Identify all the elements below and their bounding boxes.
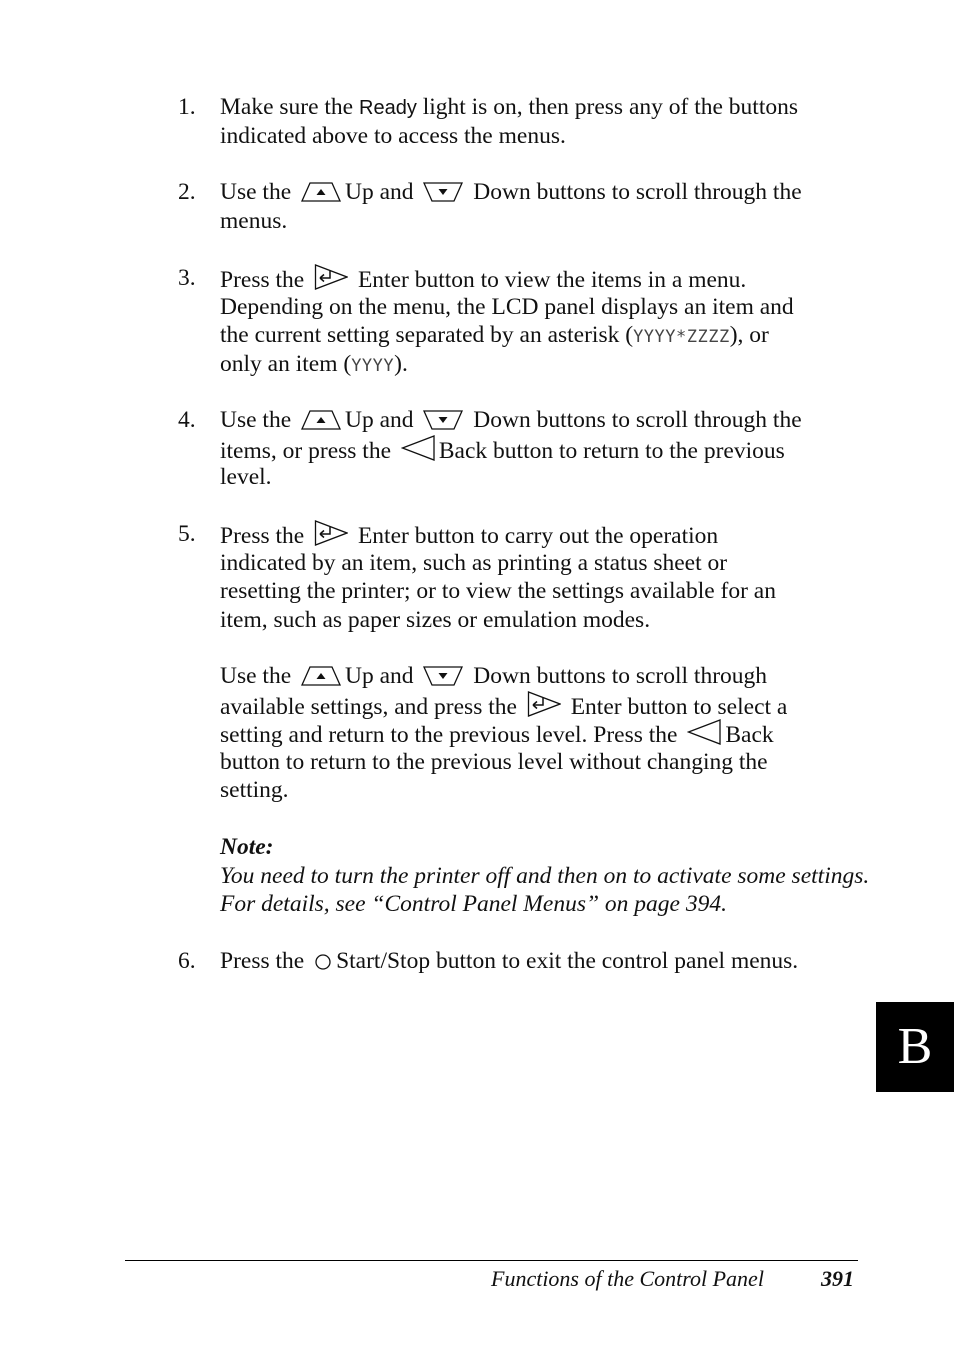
up-button-icon xyxy=(301,409,341,438)
text-run: Enter button to view the items in a menu. xyxy=(352,267,747,293)
text-line xyxy=(220,463,860,492)
text-run: Down buttons to scroll through the xyxy=(467,407,802,433)
text-line xyxy=(220,321,860,350)
up-button-icon xyxy=(301,665,341,694)
text-line xyxy=(220,350,860,379)
text-line xyxy=(220,691,860,720)
note-block xyxy=(220,833,870,919)
text-run: menus. xyxy=(220,207,288,234)
text-run: the current setting separated by an asterisk ( xyxy=(220,322,634,348)
text-run: resetting the printer; or to view the settings available for an xyxy=(220,578,776,604)
note-heading: Note: xyxy=(220,834,274,860)
text-run: setting. xyxy=(220,777,289,803)
text-run: indicated above to access the menus. xyxy=(220,122,566,149)
text-line xyxy=(220,662,860,691)
text-run: item, such as paper sizes or emulation modes. xyxy=(220,606,651,633)
up-button-icon xyxy=(301,181,341,210)
text-run: Enter button to select a xyxy=(564,693,788,720)
text-line xyxy=(220,748,860,777)
text-run: available settings, and press the xyxy=(220,693,523,720)
page-number: 391 xyxy=(821,1266,854,1291)
text-run: Up and xyxy=(345,407,420,433)
step-5-settings-paragraph xyxy=(220,662,860,805)
text-run: Down buttons to scroll through the xyxy=(467,179,802,205)
text-run: button to return to the previous level without changing the xyxy=(220,748,768,775)
down-button-icon xyxy=(423,665,463,694)
text-run: Use the xyxy=(220,179,298,205)
text-run: Up and xyxy=(345,663,420,689)
text-run: Make sure the xyxy=(220,94,359,120)
text-line xyxy=(220,549,860,578)
step-number: 4. xyxy=(178,407,196,433)
footer-rule xyxy=(125,1260,858,1261)
text-line xyxy=(220,264,860,293)
text-run: light is on, then press any of the buttons xyxy=(416,94,798,120)
text-run: Start/Stop button to exit the control panel menus. xyxy=(336,948,799,974)
text-run: indicated by an item, such as printing a status sheet or xyxy=(220,549,728,576)
text-run: Back xyxy=(725,722,774,748)
step-text xyxy=(220,178,860,235)
text-run: Enter button to carry out the operation xyxy=(352,523,719,549)
start-stop-button-icon xyxy=(314,950,332,979)
text-line xyxy=(220,719,860,748)
text-run: Press the xyxy=(220,267,311,293)
text-line xyxy=(220,293,860,322)
text-run: level. xyxy=(220,464,272,490)
text-run: Use the xyxy=(220,663,298,689)
text-run: Press the xyxy=(220,948,311,974)
step-number: 2. xyxy=(178,179,196,205)
text-run: items, or press the xyxy=(220,437,397,464)
text-line xyxy=(220,776,860,805)
text-line xyxy=(220,577,860,606)
back-button-icon xyxy=(401,435,435,469)
step-number: 5. xyxy=(178,521,196,547)
text-line xyxy=(220,947,860,976)
appendix-tab: B xyxy=(876,1002,954,1092)
text-run: Back button to return to the previous xyxy=(438,437,785,464)
lcd-text: YYYY*ZZZZ xyxy=(633,327,730,347)
step-text xyxy=(220,264,860,378)
text-line xyxy=(220,520,860,549)
text-run: Depending on the menu, the LCD panel displays an item and xyxy=(220,293,794,320)
note-line: For details, see “Control Panel Menus” on page 394. xyxy=(220,891,727,917)
text-run: setting and return to the previous level. Press the xyxy=(220,722,684,748)
text-line xyxy=(220,606,860,635)
step-number: 6. xyxy=(178,948,196,974)
down-button-icon xyxy=(423,181,463,210)
lcd-text: YYYY xyxy=(351,355,395,376)
step-number: 3. xyxy=(178,265,196,291)
text-run: only an item ( xyxy=(220,350,352,377)
text-line xyxy=(220,93,860,122)
panel-light-label: Ready xyxy=(359,97,417,119)
step-text xyxy=(220,520,860,634)
text-run: ). xyxy=(394,350,408,377)
text-run: Press the xyxy=(220,523,311,549)
text-line xyxy=(220,207,860,236)
text-line xyxy=(220,178,860,207)
down-button-icon xyxy=(423,409,463,438)
text-line xyxy=(220,406,860,435)
step-text xyxy=(220,406,860,492)
step-text xyxy=(220,93,860,150)
text-run: Up and xyxy=(345,179,420,205)
text-line xyxy=(220,435,860,464)
text-line xyxy=(220,122,860,151)
note-line: You need to turn the printer off and then on to activate some settings. xyxy=(220,862,870,889)
text-run: Use the xyxy=(220,407,298,433)
step-text xyxy=(220,947,860,976)
text-run: Down buttons to scroll through xyxy=(467,663,768,689)
step-number: 1. xyxy=(178,94,196,120)
text-run: ), or xyxy=(729,322,769,348)
footer-title: Functions of the Control Panel xyxy=(491,1266,764,1291)
